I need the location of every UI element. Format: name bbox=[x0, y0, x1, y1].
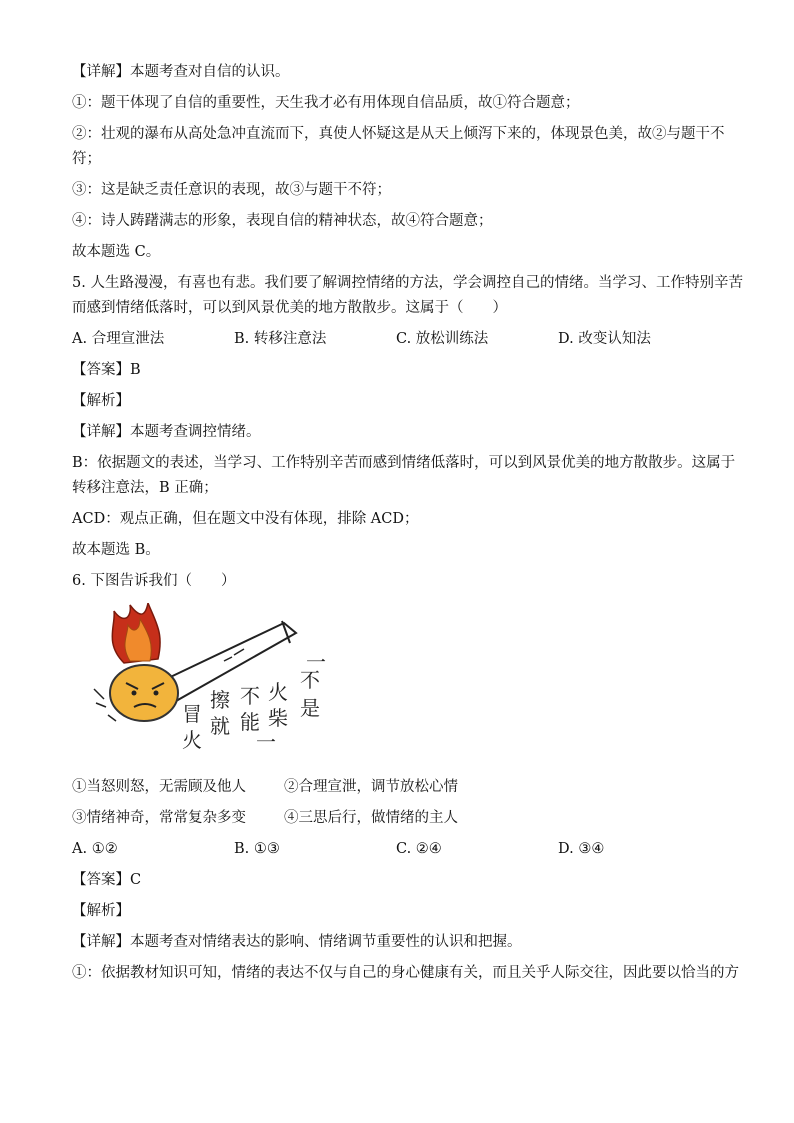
svg-text:火: 火 bbox=[268, 680, 288, 704]
detail-heading-q4: 【详解】本题考查对自信的认识。 bbox=[72, 64, 290, 80]
analysis-b-line2: 转移注意法，B 正确； bbox=[72, 480, 218, 496]
svg-text:不: 不 bbox=[240, 684, 260, 708]
question-5-options bbox=[72, 329, 722, 349]
conclusion-q5: 故本题选 B。 bbox=[72, 542, 160, 558]
statement-3: ③情绪神奇，常常复杂多变 bbox=[72, 810, 246, 826]
detail-heading-q6: 【详解】本题考查对情绪表达的影响、情绪调节重要性的认识和把握。 bbox=[72, 934, 522, 950]
question-5-line2: 而感到情绪低落时，可以到风景优美的地方散散步。这属于（ ） bbox=[72, 300, 507, 316]
option-b: B. ①③ bbox=[234, 841, 280, 857]
svg-text:冒: 冒 bbox=[182, 702, 202, 726]
svg-text:就: 就 bbox=[210, 714, 230, 738]
question-6-options bbox=[72, 839, 722, 859]
analysis-q6-item-1: ①：依据教材知识可知，情绪的表达不仅与自己的身心健康有关，而且关乎人际交往，因此要以恰当的方 bbox=[72, 965, 739, 981]
analysis-heading-q5: 【解析】 bbox=[72, 393, 130, 409]
option-d: D. ③④ bbox=[558, 841, 605, 857]
answer-q5: 【答案】B bbox=[72, 362, 141, 378]
option-c: C. ②④ bbox=[396, 841, 442, 857]
document-page bbox=[72, 62, 743, 994]
analysis-acd: ACD：观点正确，但在题文中没有体现，排除 ACD； bbox=[72, 511, 419, 527]
analysis-b-line1: B：依据题文的表述，当学习、工作特别辛苦而感到情绪低落时，可以到风景优美的地方散散步。这属于 bbox=[72, 455, 736, 471]
option-c: C. 放松训练法 bbox=[396, 331, 489, 347]
statement-row-2 bbox=[72, 808, 722, 828]
svg-text:柴: 柴 bbox=[268, 706, 288, 730]
statement-2: ②合理宣泄，调节放松心情 bbox=[284, 779, 458, 795]
analysis-item-2: ②：壮观的瀑布从高处急冲直流而下，真使人怀疑这是从天上倾泻下来的，体现景色美，故②与题干不 bbox=[72, 126, 725, 142]
statement-4: ④三思后行，做情绪的主人 bbox=[284, 810, 458, 826]
cartoon-match-head-image bbox=[74, 603, 344, 763]
svg-text:擦: 擦 bbox=[210, 688, 230, 712]
svg-text:火: 火 bbox=[182, 728, 202, 752]
detail-heading-q5: 【详解】本题考查调控情绪。 bbox=[72, 424, 261, 440]
svg-text:一: 一 bbox=[306, 650, 326, 674]
match-head-face bbox=[110, 665, 178, 721]
analysis-heading-q6: 【解析】 bbox=[72, 903, 130, 919]
analysis-item-2-continued: 符； bbox=[72, 151, 101, 167]
question-6: 6. 下图告诉我们（ ） bbox=[72, 573, 236, 589]
answer-q6: 【答案】C bbox=[72, 872, 142, 888]
option-a: A. ①② bbox=[72, 841, 118, 857]
conclusion-q4: 故本题选 C。 bbox=[72, 244, 161, 260]
statement-row-1 bbox=[72, 777, 722, 797]
option-d: D. 改变认知法 bbox=[558, 331, 651, 347]
option-b: B. 转移注意法 bbox=[234, 331, 327, 347]
analysis-item-4: ④：诗人踌躇满志的形象，表现自信的精神状态，故④符合题意； bbox=[72, 213, 493, 229]
analysis-item-3: ③：这是缺乏责任意识的表现，故③与题干不符； bbox=[72, 182, 391, 198]
analysis-item-1: ①：题干体现了自信的重要性，天生我才必有用体现自信品质，故①符合题意； bbox=[72, 95, 580, 111]
svg-text:能: 能 bbox=[240, 710, 260, 734]
question-5-line1: 5. 人生路漫漫，有喜也有悲。我们要了解调控情绪的方法，学会调控自己的情绪。当学习、工作特别辛苦 bbox=[72, 275, 743, 291]
svg-text:是: 是 bbox=[300, 696, 320, 720]
statement-1: ①当怒则怒，无需顾及他人 bbox=[72, 779, 246, 795]
svg-text:不: 不 bbox=[300, 668, 320, 692]
svg-text:一: 一 bbox=[256, 730, 276, 754]
option-a: A. 合理宣泄法 bbox=[72, 331, 165, 347]
